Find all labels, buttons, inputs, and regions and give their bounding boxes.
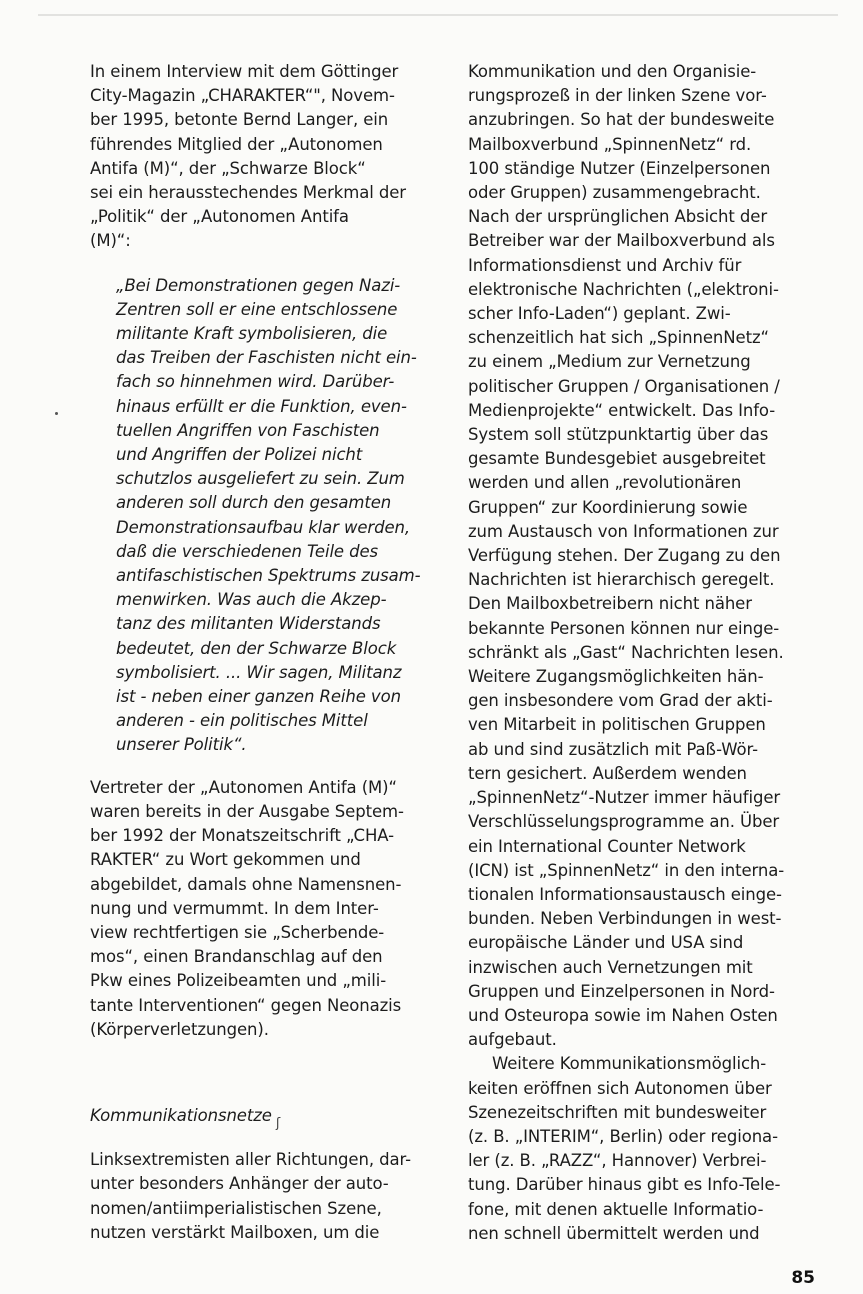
text-line: (z. B. „INTERIM“, Berlin) oder regiona- (468, 1126, 778, 1146)
text-line: Informationsdienst und Archiv für (468, 255, 742, 275)
text-line: Den Mailboxbetreibern nicht näher (468, 594, 752, 614)
text-line: ab und sind zusätzlich mit Paß-Wör- (468, 739, 759, 759)
text-line: inzwischen auch Vernetzungen mit (468, 957, 753, 977)
text-line: tante Interventionen“ gegen Neonazis (90, 995, 402, 1015)
text-line: zum Austausch von Informationen zur (468, 521, 779, 541)
text-line: menwirken. Was auch die Akzep- (116, 590, 387, 610)
text-line: Szenezeitschriften mit bundesweiter (468, 1102, 767, 1122)
text-line: City-Magazin „CHARAKTER“", Novem- (90, 86, 395, 106)
mailbox-paragraph (468, 60, 820, 1052)
text-line: sei ein herausstechendes Merkmal der (90, 183, 406, 203)
text-line: ven Mitarbeit in politischen Gruppen (468, 715, 766, 735)
text-line: fone, mit denen aktuelle Informatio- (468, 1199, 764, 1219)
blockquote (116, 274, 442, 758)
text-line: In einem Interview mit dem Göttinger (90, 62, 399, 81)
text-line: scher Info-Laden“) geplant. Zwi- (468, 304, 731, 324)
text-line: nutzen verstärkt Mailboxen, um die (90, 1222, 380, 1242)
text-line: aufgebaut. (468, 1030, 557, 1050)
text-line: RAKTER“ zu Wort gekommen und (90, 850, 361, 870)
text-line: Nach der ursprünglichen Absicht der (468, 207, 768, 227)
text-line: Weitere Zugangsmöglichkeiten hän- (468, 667, 764, 687)
text-line: schränkt als „Gast“ Nachrichten lesen. (468, 642, 784, 662)
text-line: anderen soll durch den gesamten (116, 493, 392, 513)
text-line: Gruppen“ zur Koordinierung sowie (468, 497, 748, 517)
text-line: Zentren soll er eine entschlossene (116, 299, 398, 319)
text-line: ler (z. B. „RAZZ“, Hannover) Verbrei- (468, 1151, 767, 1171)
text-line: System soll stützpunktartig über das (468, 425, 769, 445)
text-line: fach so hinnehmen wird. Darüber- (116, 372, 395, 392)
text-line: Verfügung stehen. Der Zugang zu den (468, 546, 781, 566)
text-line: unter besonders Anhänger der auto- (90, 1174, 389, 1194)
text-line: ber 1992 der Monatszeitschrift „CHA- (90, 826, 394, 846)
text-line: nomen/antiimperialistischen Szene, (90, 1198, 382, 1218)
text-line: tuellen Angriffen von Faschisten (116, 420, 380, 440)
text-line: „Bei Demonstrationen gegen Nazi- (116, 275, 401, 295)
text-line: 100 ständige Nutzer (Einzelpersonen (468, 158, 771, 178)
text-line: europäische Länder und USA sind (468, 933, 744, 953)
further-communication-paragraph (468, 1052, 820, 1246)
right-column (468, 60, 820, 1246)
text-line: militante Kraft symbolisieren, die (116, 324, 388, 344)
text-line: Mailboxverbund „SpinnenNetz“ rd. (468, 134, 752, 154)
text-line: Weitere Kommunikationsmöglich- (492, 1054, 767, 1074)
text-line: und Angriffen der Polizei nicht (116, 445, 363, 465)
text-line: das Treiben der Faschisten nicht ein- (116, 348, 417, 368)
text-line: nen schnell übermittelt werden und (468, 1223, 760, 1243)
text-line: view rechtfertigen sie „Scherbende- (90, 922, 385, 942)
text-line: anderen - ein politisches Mittel (116, 711, 368, 731)
text-line: elektronische Nachrichten („elektroni- (468, 279, 779, 299)
text-line: rungsprozeß in der linken Szene vor- (468, 86, 767, 106)
text-line: gen insbesondere vom Grad der akti- (468, 691, 773, 711)
page-number: 85 (791, 1268, 815, 1288)
text-line: mos“, einen Brandanschlag auf den (90, 947, 383, 967)
text-line: Pkw eines Polizeibeamten und „mili- (90, 971, 387, 991)
text-line: unserer Politik“. (116, 735, 247, 755)
text-line: hinaus erfüllt er die Funktion, even- (116, 396, 407, 416)
text-line: tionalen Informationsaustausch einge- (468, 884, 782, 904)
margin-mark: ʃ (275, 1115, 281, 1131)
text-line: werden und allen „revolutionären (468, 473, 742, 493)
section-heading-text: Kommunikationsnetze (90, 1105, 272, 1125)
text-line: ein International Counter Network (468, 836, 746, 856)
text-line: tung. Darüber hinaus gibt es Info-Tele- (468, 1175, 781, 1195)
text-line: ist - neben einer ganzen Reihe von (116, 687, 401, 707)
text-line: und Osteuropa sowie im Nahen Osten (468, 1005, 778, 1025)
text-line: waren bereits in der Ausgabe Septem- (90, 801, 404, 821)
text-line: führendes Mitglied der „Autonomen (90, 134, 383, 154)
text-line: Kommunikation und den Organisie- (468, 62, 757, 81)
text-line: „Politik“ der „Autonomen Antifa (90, 207, 349, 227)
text-line: Verschlüsselungsprogramme an. Über (468, 812, 780, 832)
text-line: Antifa (M)“, der „Schwarze Block“ (90, 158, 366, 178)
text-line: Linksextremisten aller Richtungen, dar- (90, 1150, 411, 1170)
text-line: Vertreter der „Autonomen Antifa (M)“ (90, 777, 397, 797)
representatives-paragraph (90, 776, 442, 1042)
text-line: Nachrichten ist hierarchisch geregelt. (468, 570, 775, 590)
text-line: gesamte Bundesgebiet ausgebreitet (468, 449, 766, 469)
text-line: bekannte Personen können nur einge- (468, 618, 780, 638)
text-line: tern gesichert. Außerdem wenden (468, 763, 747, 783)
text-line: symbolisiert. ... Wir sagen, Militanz (116, 662, 402, 682)
text-line: politischer Gruppen / Organisationen / (468, 376, 780, 396)
text-line: Betreiber war der Mailboxverbund als (468, 231, 775, 251)
text-line: daß die verschiedenen Teile des (116, 541, 379, 561)
text-line: keiten eröffnen sich Autonomen über (468, 1078, 772, 1098)
text-line: nung und vermummt. In dem Inter- (90, 898, 379, 918)
text-line: zu einem „Medium zur Vernetzung (468, 352, 751, 372)
intro-paragraph (90, 60, 442, 254)
text-line: bunden. Neben Verbindungen in west- (468, 909, 782, 929)
section-heading (90, 1104, 442, 1130)
text-line: abgebildet, damals ohne Namensnen- (90, 874, 402, 894)
text-line: ber 1995, betonte Bernd Langer, ein (90, 110, 389, 130)
text-line: oder Gruppen) zusammengebracht. (468, 183, 761, 203)
text-line: Gruppen und Einzelpersonen in Nord- (468, 981, 775, 1001)
text-line: (ICN) ist „SpinnenNetz“ in den interna- (468, 860, 785, 880)
text-line: (Körperverletzungen). (90, 1019, 269, 1039)
text-line: schenzeitlich hat sich „SpinnenNetz“ (468, 328, 769, 348)
text-line: antifaschistischen Spektrums zusam- (116, 566, 421, 586)
communication-paragraph (90, 1148, 442, 1245)
text-line: tanz des militanten Widerstands (116, 614, 381, 634)
top-rule (38, 14, 838, 16)
text-line: schutzlos ausgeliefert zu sein. Zum (116, 469, 405, 489)
text-line: Medienprojekte“ entwickelt. Das Info- (468, 400, 776, 420)
text-line: „SpinnenNetz“-Nutzer immer häufiger (468, 788, 781, 808)
scan-speck (55, 412, 58, 415)
left-column (90, 60, 442, 1245)
text-line: Demonstrationsaufbau klar werden, (116, 517, 411, 537)
text-line: anzubringen. So hat der bundesweite (468, 110, 775, 130)
text-line: (M)“: (90, 231, 131, 251)
text-line: bedeutet, den der Schwarze Block (116, 638, 397, 658)
